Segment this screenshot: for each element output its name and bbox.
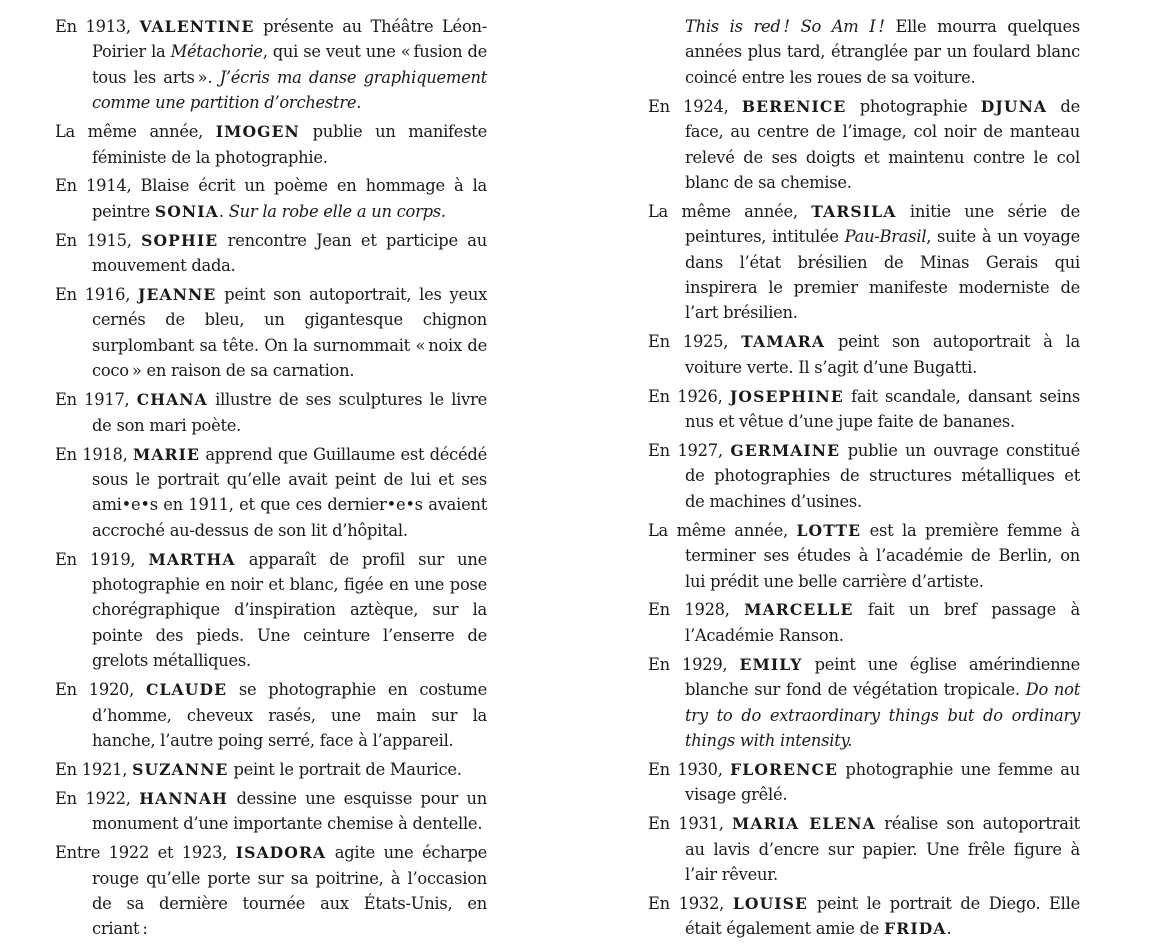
entry-text: de face, au centre de l’image, col noir de manteau relevé de ses doigts et maintenu contre le col blanc de sa chemise. (685, 96, 1080, 192)
italic-quote: J’écris ma danse graphiquement comme une partition d’orchestre. (92, 67, 487, 113)
entry-text: fait un bref passage à l’Académie Ranson. (685, 600, 1080, 645)
entry-text: En 1917, (55, 390, 137, 410)
artist-name: DJUNA (980, 96, 1048, 116)
artist-name: CLAUDE (145, 680, 228, 700)
chronology-entry (55, 840, 487, 942)
chronology-entry (648, 757, 1080, 808)
entry-text: En 1924, (648, 96, 742, 116)
entry-text: se photographie en costume d’homme, cheveux rasés, une main sur la hanche, l’autre poing serré, face à l’appareil. (92, 680, 487, 750)
entry-text: Entre 1922 et 1923, (55, 843, 236, 863)
artist-name: JEANNE (138, 285, 217, 305)
entry-text: En 1927, (648, 441, 731, 460)
italic-quote: Pau-Brasil (844, 227, 927, 247)
entry-text: En 1925, (648, 332, 742, 352)
artist-name: FRIDA (884, 919, 947, 939)
chronology-entry (648, 14, 1080, 90)
entry-text: La même année, (55, 122, 216, 142)
artist-name: JOSEPHINE (729, 386, 844, 406)
left-page-column (55, 14, 487, 945)
artist-name: SOPHIE (141, 230, 219, 250)
artist-name: ISADORA (235, 843, 327, 863)
italic-quote: Métachorie (170, 42, 263, 62)
entry-text: photographie une femme au visage grêlé. (685, 759, 1080, 805)
entry-text: En 1919, (55, 549, 149, 569)
entry-text: illustre de ses sculptures le livre de son mari poète. (92, 390, 487, 435)
entry-text: En 1922, (55, 788, 140, 808)
entry-text: publie un manifeste féministe de la photographie. (92, 122, 487, 167)
entry-text: apparaît de profil sur une photographie en noir et blanc, figée en une pose chorégraphique d’inspiration aztèque, sur la pointe des pieds. Une ceinture l’enserre de grelots métalliques. (92, 549, 487, 671)
italic-quote: Sur la robe elle a un corps. (228, 201, 446, 221)
entry-text: est la première femme à terminer ses études à l’académie de Berlin, on lui prédit une belle carrière d’artiste. (685, 520, 1080, 591)
artist-name: IMOGEN (215, 122, 300, 142)
artist-name: EMILY (739, 654, 803, 674)
entry-text: peint le portrait de Maurice. (228, 759, 462, 779)
chronology-entry (55, 442, 487, 544)
chronology-entry (648, 94, 1080, 196)
chronology-entry (648, 811, 1080, 887)
chronology-entry (648, 891, 1080, 942)
entry-text: En 1914, Blaise écrit un poème en hommage à la peintre (55, 176, 487, 221)
entry-text: peint une église amérindienne blanche sur fond de végétation tropicale. (685, 654, 1080, 700)
italic-quote: Do not try to do extraordinary things but do ordinary things with intensity. (685, 680, 1080, 750)
entry-text: fait scandale, dansant seins nus et vêtue d’une jupe faite de bananes. (685, 386, 1080, 432)
entry-text: En 1931, (648, 814, 733, 834)
chronology-entry (55, 282, 487, 384)
entry-text: . (218, 201, 229, 221)
artist-name: SONIA (154, 201, 219, 221)
artist-name: GERMAINE (730, 441, 841, 460)
chronology-entry (648, 652, 1080, 754)
chronology-entry (648, 329, 1080, 380)
artist-name: MARCELLE (744, 600, 854, 620)
entry-text: , suite à un voyage dans l’état brésilien de Minas Gerais qui inspirera le premier manifeste moderniste de l’art brésilien. (685, 227, 1080, 323)
entry-text: La même année, (648, 201, 812, 221)
artist-name: VALENTINE (139, 17, 255, 36)
italic-quote: This is red ! So Am I ! (685, 17, 885, 36)
entry-text: En 1921, (55, 759, 133, 779)
chronology-entry (55, 119, 487, 170)
entry-text: réalise son autoportrait au lavis d’encre sur papier. Une frêle figure à l’air rêveur. (685, 814, 1080, 884)
chronology-entry (55, 786, 487, 837)
chronology-entry (648, 438, 1080, 514)
artist-name: FLORENCE (730, 759, 838, 779)
entry-text: La même année, (648, 520, 797, 540)
entry-text: rencontre Jean et participe au mouvement dada. (92, 230, 487, 276)
artist-name: MARIA ELENA (732, 814, 876, 834)
entry-text: En 1926, (648, 386, 730, 406)
entry-text: En 1920, (55, 680, 146, 700)
entry-text: peint son autoportrait, les yeux cernés de bleu, un gigantesque chignon surplombant sa tête. On la surnommait « noix de coco » en raison de sa carnation. (92, 285, 487, 381)
artist-name: BERENICE (741, 96, 847, 116)
right-page-column (648, 14, 1080, 945)
chronology-entry (55, 173, 487, 224)
entry-text: peint son autoportrait à la voiture verte. Il s’agit d’une Bugatti. (685, 332, 1080, 377)
entry-text: apprend que Guillaume est décédé sous le portrait qu’elle avait peint de lui et ses ami•e•s en 1911, et que ces dernier•e•s avaient accroché au-dessus de son lit d’hôpital. (92, 444, 487, 540)
entry-text: En 1928, (648, 600, 745, 620)
entry-text: peint le portrait de Diego. Elle était également amie de (685, 893, 1080, 939)
entry-text: présente au Théâtre Léon-Poirier la (92, 17, 487, 62)
chronology-entry (648, 518, 1080, 594)
artist-name: LOTTE (796, 520, 862, 540)
chronology-entry (648, 384, 1080, 435)
chronology-entry (648, 199, 1080, 326)
artist-name: MARTHA (148, 549, 236, 569)
entry-text: . (946, 919, 952, 939)
entry-text: agite une écharpe rouge qu’elle porte sur sa poitrine, à l’occasion de sa dernière tournée aux États-Unis, en criant : (92, 843, 487, 939)
entry-text: photographie (846, 96, 981, 116)
chronology-entry (55, 228, 487, 279)
entry-text: , qui se veut une « fusion de tous les arts ». (92, 42, 488, 87)
artist-name: LOUISE (732, 893, 809, 913)
entry-text: Elle mourra quelques années plus tard, étranglée par un foulard blanc coincé entre les roues de sa voiture. (685, 17, 1081, 87)
chronology-entry (55, 677, 487, 753)
chronology-entry (55, 547, 487, 674)
artist-name: HANNAH (139, 788, 228, 808)
artist-name: CHANA (136, 390, 208, 410)
entry-text: publie un ouvrage constitué de photographies de structures métalliques et de machines d’usines. (685, 441, 1080, 511)
entry-text: En 1930, (648, 759, 731, 779)
entry-text: En 1913, (55, 17, 140, 36)
artist-name: MARIE (132, 444, 200, 464)
chronology-entry (55, 14, 487, 116)
artist-name: TAMARA (741, 332, 826, 352)
entry-text: initie une série de peintures, intitulée (685, 201, 1080, 247)
entry-text: dessine une esquisse pour un monument d’une importante chemise à dentelle. (92, 788, 487, 834)
entry-text: En 1916, (55, 285, 139, 305)
artist-name: TARSILA (811, 201, 897, 221)
entry-text: En 1918, (55, 444, 133, 464)
entry-text: En 1915, (55, 230, 142, 250)
chronology-entry (55, 387, 487, 438)
chronology-entry (55, 757, 487, 782)
chronology-entry (648, 597, 1080, 648)
entry-text: En 1929, (648, 654, 740, 674)
entry-text: En 1932, (648, 893, 733, 913)
artist-name: SUZANNE (132, 759, 229, 779)
